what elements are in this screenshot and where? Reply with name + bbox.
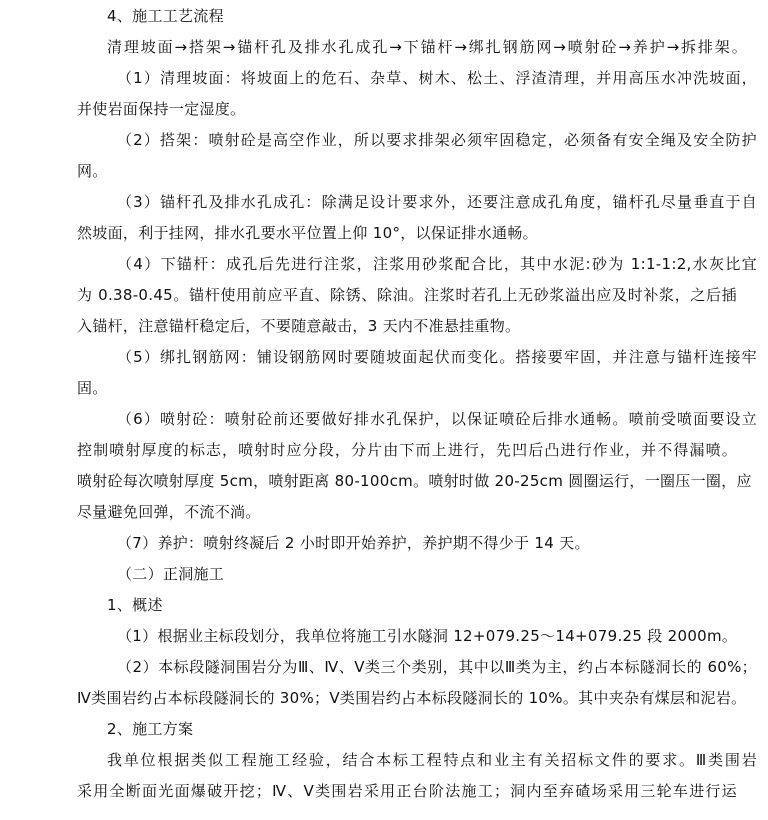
process-flow-line: 清理坡面→搭架→锚杆孔及排水孔成孔→下锚杆→绑扎钢筋网→喷射砼→养护→拆排架。 — [107, 38, 747, 56]
step-2-scaffold: （2）搭架：喷射砼是高空作业，所以要求排架必须牢固稳定，必须备有安全绳及安全防护 — [117, 131, 757, 149]
plan-paragraph-line-1: 我单位根据类似工程施工经验，结合本标工程特点和业主有关招标文件的要求。Ⅲ类围岩 — [107, 751, 757, 769]
overview-item-2: （2）本标段隧洞围岩分为Ⅲ、Ⅳ、Ⅴ类三个类别，其中以Ⅲ类为主，约占本标隧洞长的 60%； — [117, 658, 757, 676]
step-6-shotcrete: （6）喷射砼：喷射砼前还要做好排水孔保护，以保证喷砼后排水通畅。喷前受喷面要设立 — [117, 410, 757, 428]
step-6-continued-3: 尽量避免回弹，不流不淌。 — [77, 503, 261, 521]
subheading-construction-plan: 2、施工方案 — [107, 720, 194, 738]
plan-paragraph-line-2: 采用全断面光面爆破开挖；Ⅳ、Ⅴ类围岩采用正台阶法施工；洞内至弃碴场采用三轮车进行运 — [77, 782, 737, 800]
overview-item-2-continued: Ⅳ类围岩约占本标段隧洞长的 30%；Ⅴ类围岩约占本标段隧洞长的 10%。其中夹杂有煤层和泥岩。 — [77, 689, 747, 707]
step-2-continued: 网。 — [77, 162, 108, 180]
step-6-continued-2: 喷射砼每次喷射厚度 5cm，喷射距离 80-100cm。喷射时做 20-25cm 圆圈运行，一圈压一圈，应 — [77, 472, 752, 490]
step-7-curing: （7）养护：喷射终凝后 2 小时即开始养护，养护期不得少于 14 天。 — [117, 534, 590, 552]
step-6-continued-1: 控制喷射厚度的标志，喷射时应分段，分片由下而上进行，先凹后凸进行作业，并不得漏喷。 — [77, 441, 737, 459]
step-3-drilling: （3）锚杆孔及排水孔成孔：除满足设计要求外，还要注意成孔角度，锚杆孔尽量垂直于自 — [117, 193, 757, 211]
overview-item-1: （1）根据业主标段划分，我单位将施工引水隧洞 12+079.25～14+079.25 段 2000m。 — [117, 627, 738, 645]
step-3-continued: 然坡面，利于挂网，排水孔要水平位置上仰 10°，以保证排水通畅。 — [77, 224, 538, 242]
step-1-continued: 并使岩面保持一定湿度。 — [77, 100, 246, 118]
heading-construction-process: 4、施工工艺流程 — [107, 7, 224, 25]
step-4-anchor: （4）下锚杆：成孔后先进行注浆，注浆用砂浆配合比，其中水泥:砂为 1:1-1:2,水灰比宜 — [117, 255, 757, 273]
step-5-mesh: （5）绑扎钢筋网：铺设钢筋网时要随坡面起伏而变化。搭接要牢固，并注意与锚杆连接牢 — [117, 348, 757, 366]
step-4-continued-2: 入锚杆，注意锚杆稳定后，不要随意敲击，3 天内不准悬挂重物。 — [77, 317, 521, 335]
step-1-clean-slope: （1）清理坡面：将坡面上的危石、杂草、树木、松土、浮渣清理，并用高压水冲洗坡面， — [117, 69, 757, 87]
step-5-continued: 固。 — [77, 379, 108, 397]
section-heading-main-tunnel: （二）正洞施工 — [117, 565, 225, 583]
step-4-continued-1: 为 0.38-0.45。锚杆使用前应平直、除锈、除油。注浆时若孔上无砂浆溢出应及时补浆，之后插 — [77, 286, 737, 304]
subheading-overview: 1、概述 — [107, 596, 163, 614]
